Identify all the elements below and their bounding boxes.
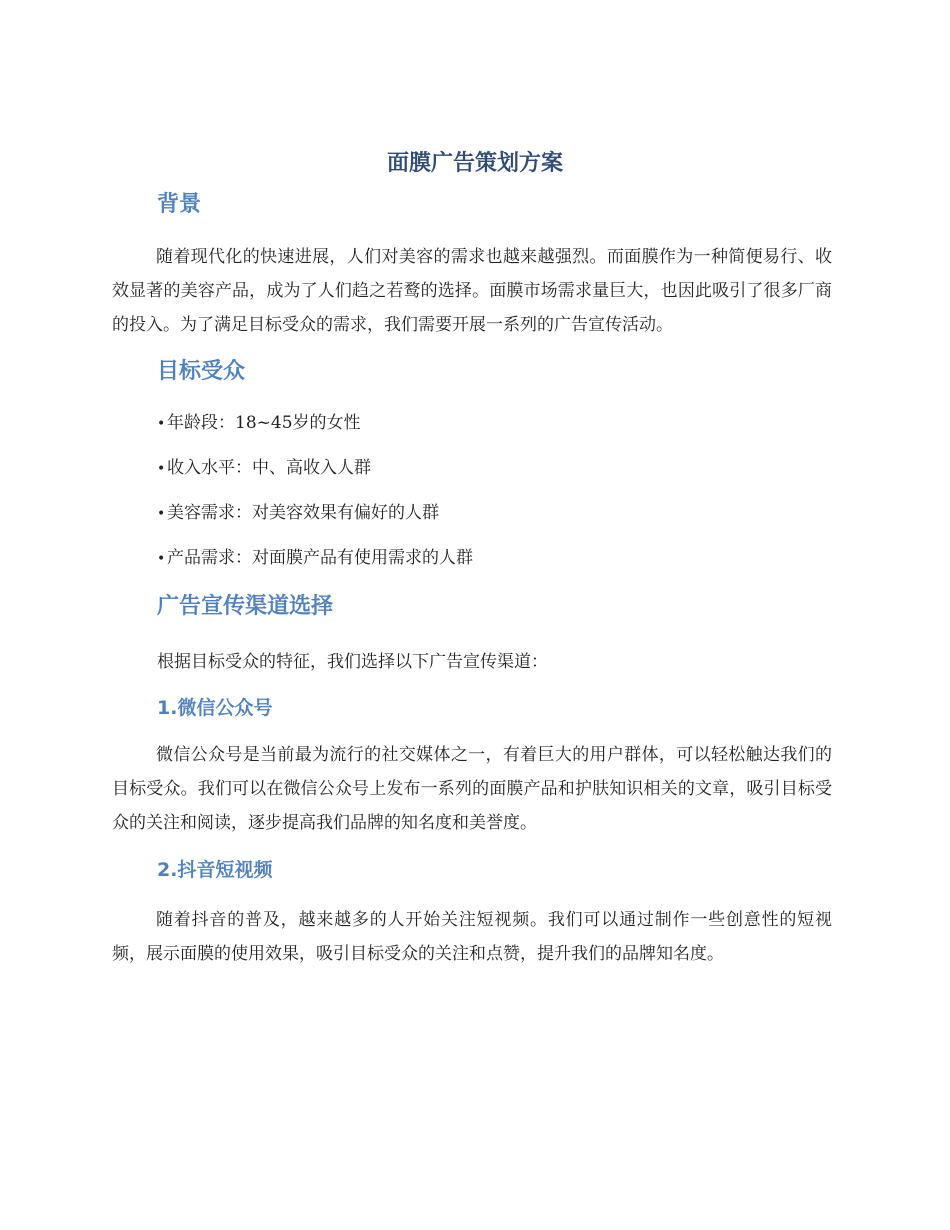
document-title: 面膜广告策划方案 xyxy=(386,151,563,176)
heading-ad-channels: 广告宣传渠道选择 xyxy=(157,594,334,619)
list-item-text: 美容需求：对美容效果有偏好的人群 xyxy=(167,503,439,523)
audience-list xyxy=(157,408,473,588)
list-item-text: 产品需求：对面膜产品有使用需求的人群 xyxy=(167,548,473,568)
heading-target-audience: 目标受众 xyxy=(157,359,246,384)
paragraph-wechat: 微信公众号是当前最为流行的社交媒体之一，有着巨大的用户群体，可以轻松触达我们的目标受众。我们可以在微信公众号上发布一系列的面膜产品和护肤知识相关的文章，吸引目标受众的关注和阅读，逐步提高我们品牌的知名度和美誉度。 xyxy=(112,745,832,833)
bullet-marker: • xyxy=(157,506,166,522)
paragraph-channels-intro: 根据目标受众的特征，我们选择以下广告宣传渠道： xyxy=(157,652,548,672)
list-item xyxy=(157,408,473,453)
list-item xyxy=(157,498,473,543)
list-item xyxy=(157,453,473,498)
list-item-text: 收入水平：中、高收入人群 xyxy=(167,458,371,478)
list-item-text: 年龄段：18~45岁的女性 xyxy=(167,413,361,433)
heading-background: 背景 xyxy=(157,192,202,217)
list-item xyxy=(157,543,473,588)
heading-douyin: 2.抖音短视频 xyxy=(157,859,273,881)
bullet-marker: • xyxy=(157,461,166,477)
heading-wechat: 1.微信公众号 xyxy=(157,697,273,719)
bullet-marker: • xyxy=(157,416,166,432)
paragraph-background: 随着现代化的快速进展，人们对美容的需求也越来越强烈。而面膜作为一种简便易行、收效显著的美容产品，成为了人们趋之若鹜的选择。面膜市场需求量巨大，也因此吸引了很多厂商的投入。为了满足目标受众的需求，我们需要开展一系列的广告宣传活动。 xyxy=(112,247,832,335)
paragraph-douyin: 随着抖音的普及，越来越多的人开始关注短视频。我们可以通过制作一些创意性的短视频，展示面膜的使用效果，吸引目标受众的关注和点赞，提升我们的品牌知名度。 xyxy=(112,910,832,964)
bullet-marker: • xyxy=(157,551,166,567)
